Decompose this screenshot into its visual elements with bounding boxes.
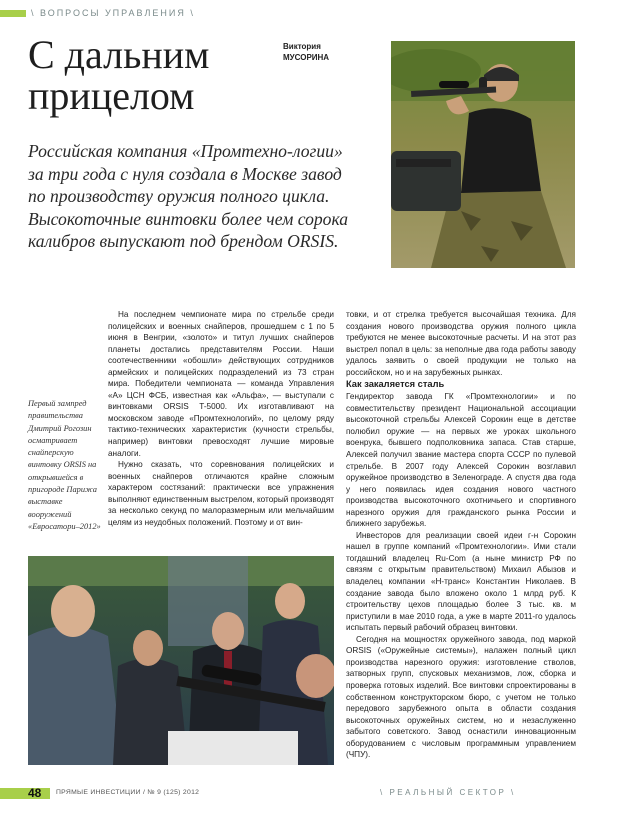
- footer-section: \ РЕАЛЬНЫЙ СЕКТОР \: [380, 788, 516, 797]
- paragraph: Инвесторов для реализации своей идеи г-н Сорокин нашел в группе компаний «Промтехнологии». Ими стали тогдашний владелец Ru-Com (а ныне министр РФ по связям с открытым правительством) Михаил Абызов и владелец компании «Н-транс» Константин Николаев. В создание завода было вложено около 1 млрд руб. К строительству цехов площадью более 3 тыс. кв. м приступили в мае 2010 года, а уже в марте 2011-го удалось испытать первый рабочий образец винтовки.: [346, 530, 576, 633]
- section-title: \ ВОПРОСЫ УПРАВЛЕНИЯ \: [31, 8, 195, 18]
- sniper-photo-image: [391, 41, 575, 268]
- sniper-photo: [391, 41, 575, 268]
- article-lead: Российская компания «Промтехно-логии» за три года с нуля создала в Москве завод по производству оружия полного цикла. Высокоточные винтовки более чем сорока калибров выпускают под брендом ORSIS.: [28, 141, 349, 251]
- author-byline: [283, 41, 329, 63]
- author-last-name: МУСОРИНА: [283, 53, 330, 62]
- headline-line-1: С дальним: [28, 32, 210, 77]
- paragraph: Гендиректор завода ГК «Промтехнологии» и по совместительству президент Национальной ассоциации высокоточной стрельбы Алексей Сорокин еще в детстве полюбил оружие — на первых же уроках школьного военрука, бывшего подполковника запаса. Став старше, Алексей получил звание мастера спорта СССР по пулевой стрельбе. В 2007 году Алексей Сорокин возглавил оружейное производство в Зеленограде. А спустя два года у него появилась идея создания нового частного производства высокоточного охотничьего и спортивного нарезного оружия для гражданского рынка России и ближнего зарубежья.: [346, 392, 576, 529]
- paragraph: товки, и от стрелка требуется высочайшая техника. Для создания нового производства оружия полного цикла требуются не менее высокоточные расчеты. И на этот раз выстрел попал в цель: за неполные два года работы заводу удалось заявить о своей продукции не только на российском, но и на зарубежных рынках.: [346, 310, 576, 377]
- author-first-name: Виктория: [283, 42, 321, 51]
- magazine-issue: ПРЯМЫЕ ИНВЕСТИЦИИ / № 9 (125) 2012: [56, 789, 200, 796]
- photo-caption: Первый зампред правительства Дмитрий Рогозин осматривает снайперскую винтовку ORSIS на открывшейся в пригороде Парижа выставке вооружений «Евросатори–2012»: [28, 399, 101, 531]
- section-accent-bar: [0, 10, 26, 17]
- headline-line-2: прицелом: [28, 73, 195, 118]
- exhibition-photo: [28, 556, 334, 765]
- article-column-2: [346, 309, 576, 761]
- section-subheading: Как закаляется сталь: [346, 379, 445, 390]
- article-headline: [28, 34, 268, 116]
- article-column-1: [108, 309, 334, 528]
- footer-accent-bar: [0, 788, 50, 799]
- page-number: 48: [28, 786, 42, 800]
- paragraph: Нужно сказать, что соревнования полицейских и военных снайперов отличаются крайне сложным характером состязаний: практически все упражнения выполняют единственным выстрелом, который производят за несколько секунд по малоразмерным или мельчайшим целям из неудобных положений. Поэтому и от вин-: [108, 460, 335, 527]
- exhibition-photo-image: [28, 556, 334, 765]
- paragraph: Сегодня на мощностях оружейного завода, под маркой ORSIS («Оружейные системы»), налажен полный цикл производства нарезного оружия: изготовление стволов, затворных групп, спусковых механизмов, лож, сборка и проверка готовых изделий. Все винтовки спроектированы в собственном конструкторском бюро, с учетом не только передового зарубежного опыта в области создания высокоточных оружейных систем, но и незаслуженно забытого советского. Завод оснастили инновационным оборудованием с числовым программным управлением (ЧПУ).: [346, 634, 576, 760]
- paragraph: На последнем чемпионате мира по стрельбе среди полицейских и военных снайперов, прошедшем с 1 по 5 июня в Венгрии, «золото» и титул лучших снайперов планеты достались представителям России. Наши соотечественники «обошли» действующих сотрудников армейских и полицейских подразделений из 73 стран мира. Победители чемпионата — команда Управления «А» ЦСН ФСБ, известная как «Альфа», — выступали с винтовками ORSIS T-5000. Их изготавливают на московском заводе «Промтехнологий», по целому ряду тактико-технических характеристик (кучности стрельбы, например) винтовки превосходят лучшие мировые аналоги.: [108, 310, 334, 458]
